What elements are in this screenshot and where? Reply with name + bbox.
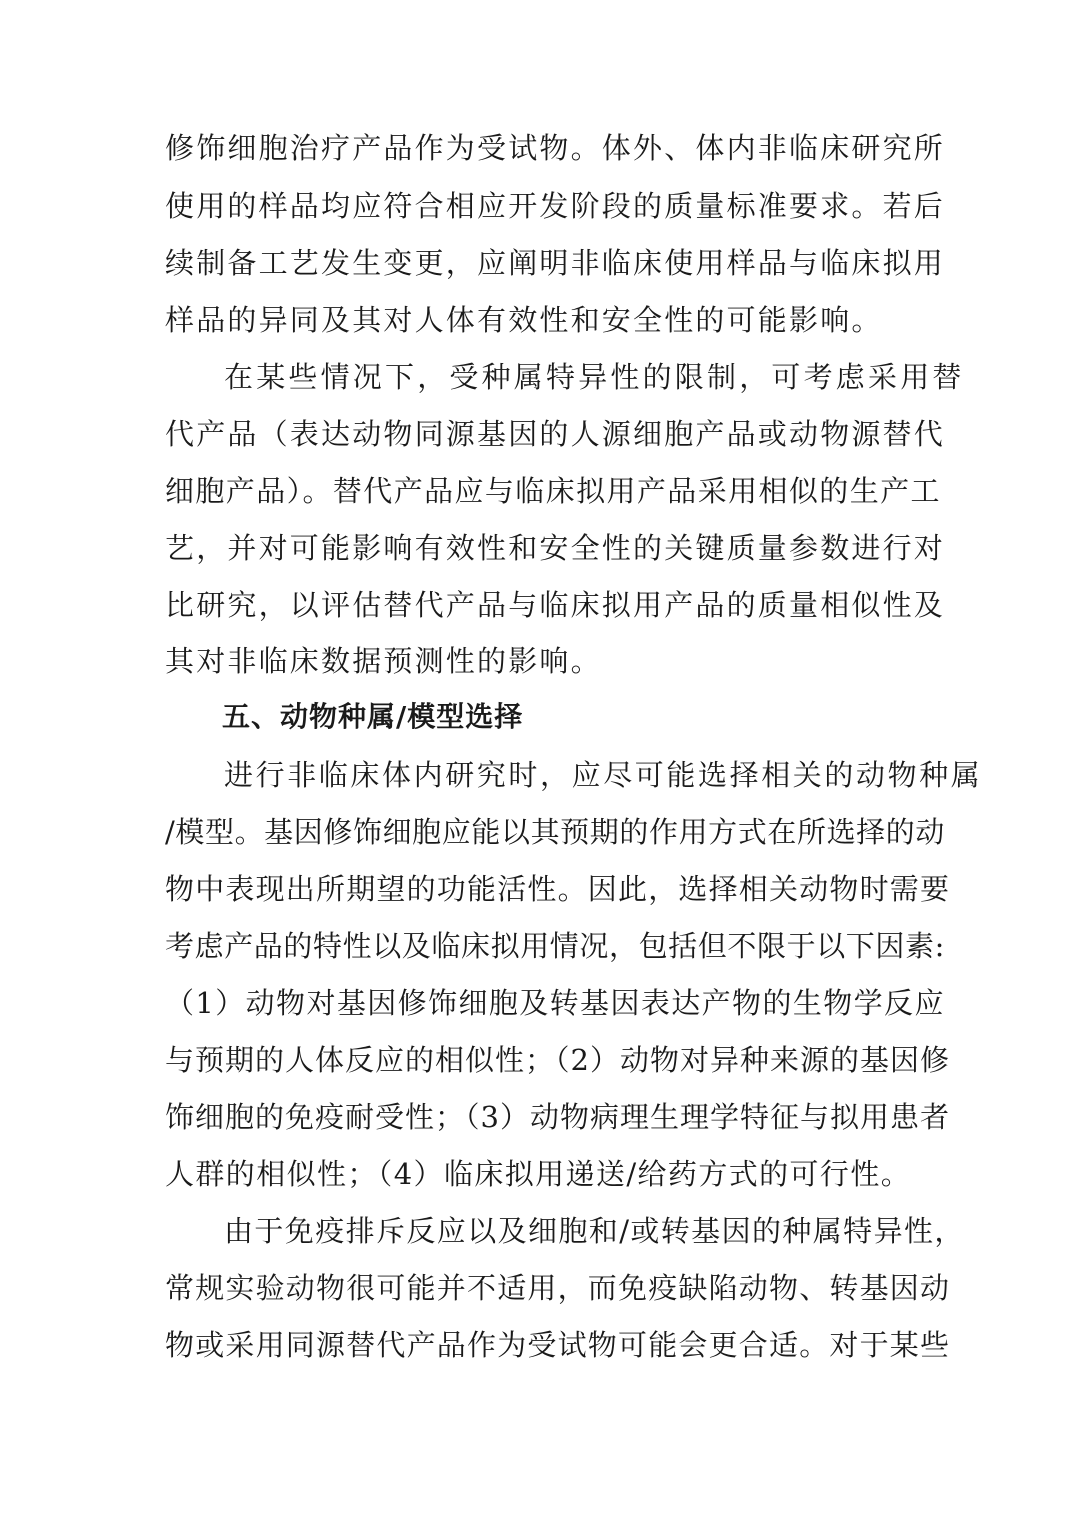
paragraph-line: 与预期的人体反应的相似性；（2）动物对异种来源的基因修 xyxy=(165,1043,950,1077)
paragraph-line: 样品的异同及其对人体有效性和安全性的可能影响。 xyxy=(165,303,883,337)
paragraph-line: 在某些情况下，受种属特异性的限制，可考虑采用替 xyxy=(224,360,965,394)
paragraph-line: 进行非临床体内研究时，应尽可能选择相关的动物种属 xyxy=(224,758,983,792)
paragraph-line: 其对非临床数据预测性的影响。 xyxy=(165,644,602,678)
paragraph-line: 细胞产品）。替代产品应与临床拟用产品采用相似的生产工 xyxy=(165,474,941,508)
paragraph-line: 物或采用同源替代产品作为受试物可能会更合适。对于某些 xyxy=(165,1328,951,1362)
paragraph-line: 使用的样品均应符合相应开发阶段的质量标准要求。若后 xyxy=(165,189,946,223)
paragraph-line: 艺，并对可能影响有效性和安全性的关键质量参数进行对 xyxy=(165,531,946,565)
paragraph-line: 常规实验动物很可能并不适用，而免疫缺陷动物、转基因动 xyxy=(165,1271,951,1305)
paragraph-line: 修饰细胞治疗产品作为受试物。体外、体内非临床研究所 xyxy=(165,131,946,165)
paragraph-line: 饰细胞的免疫耐受性；（3）动物病理生理学特征与拟用患者 xyxy=(165,1100,950,1134)
paragraph-line: （1）动物对基因修饰细胞及转基因表达产物的生物学反应 xyxy=(165,986,945,1020)
paragraph-line: 续制备工艺发生变更，应阐明非临床使用样品与临床拟用 xyxy=(165,246,946,280)
paragraph-line: 由于免疫排斥反应以及细胞和/或转基因的种属特异性， xyxy=(224,1214,965,1248)
paragraph-line: /模型。基因修饰细胞应能以其预期的作用方式在所选择的动 xyxy=(165,815,945,849)
paragraph-line: 比研究，以评估替代产品与临床拟用产品的质量相似性及 xyxy=(165,588,946,622)
paragraph-line: 物中表现出所期望的功能活性。因此，选择相关动物时需要 xyxy=(165,872,951,906)
paragraph-line: 考虑产品的特性以及临床拟用情况，包括但不限于以下因素: xyxy=(165,929,945,963)
paragraph-line: 代产品（表达动物同源基因的人源细胞产品或动物源替代 xyxy=(165,417,946,451)
section-heading: 五、动物种属/模型选择 xyxy=(222,700,524,733)
paragraph-line: 人群的相似性；（4）临床拟用递送/给药方式的可行性。 xyxy=(165,1157,912,1191)
